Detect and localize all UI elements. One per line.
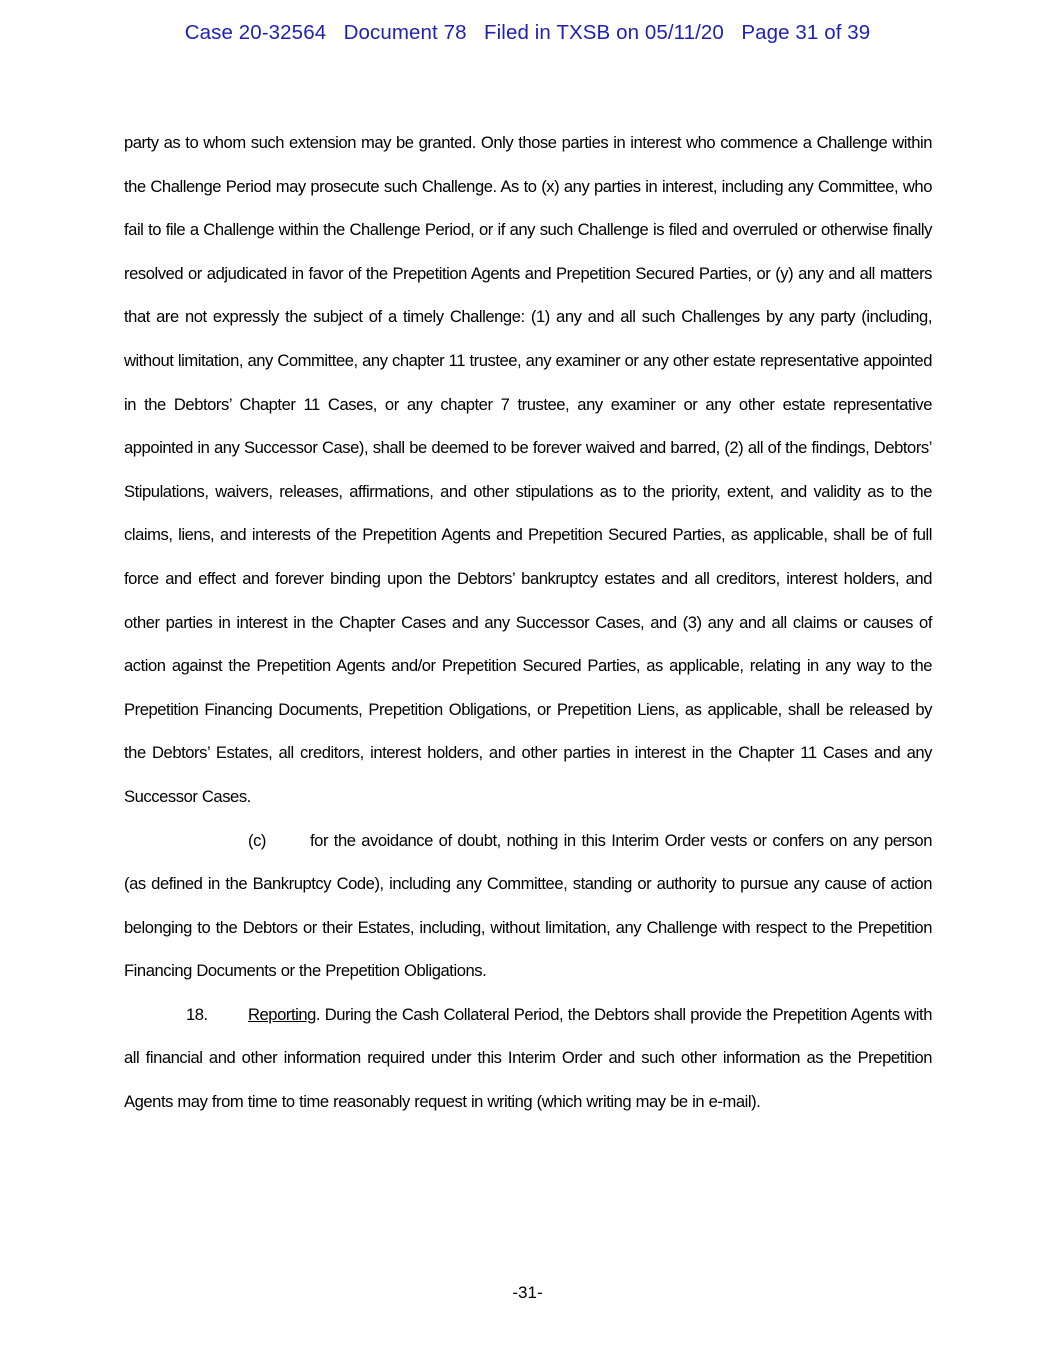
subparagraph-c <box>124 819 932 993</box>
page-count: Page 31 of 39 <box>741 21 871 44</box>
paragraph-text: . During the Cash Collateral Period, the Debtors shall provide the Prepetition Agents with all financial and other information required under this Interim Order and such other information as the Prepetition Agents may from time to time reasonably request in writing (which writing may be in e-mail). <box>124 1004 932 1112</box>
paragraph-number: 18. <box>186 1004 208 1024</box>
page-number: -31- <box>512 1283 543 1302</box>
document-number: Document 78 <box>343 21 467 44</box>
continuation-paragraph: party as to whom such extension may be granted. Only those parties in interest who commence a Challenge within the Challenge Period may prosecute such Challenge. As to (x) any parties in interest, including any Committee, who fail to file a Challenge within the Challenge Period, or if any such Challenge is filed and overruled or otherwise finally resolved or adjudicated in favor of the Prepetition Agents and Prepetition Secured Parties, or (y) any and all matters that are not expressly the subject of a timely Challenge: (1) any and all such Challenges by any party (including, without limitation, any Committee, any chapter 11 trustee, any examiner or any other estate representative appointed in the Debtors’ Chapter 11 Cases, or any chapter 7 trustee, any examiner or any other estate representative appointed in any Successor Case), shall be deemed to be forever waived and barred, (2) all of the findings, Debtors’ Stipulations, waivers, releases, affirmations, and other stipulations as to the priority, extent, and validity as to the claims, liens, and interests of the Prepetition Agents and Prepetition Secured Parties, as applicable, shall be of full force and effect and forever binding upon the Debtors’ bankruptcy estates and all creditors, interest holders, and other parties in interest in the Chapter Cases and any Successor Cases, and (3) any and all claims or causes of action against the Prepetition Agents and/or Prepetition Secured Parties, as applicable, relating in any way to the Prepetition Financing Documents, Prepetition Obligations, or Prepetition Liens, as applicable, shall be released by the Debtors’ Estates, all creditors, interest holders, and other parties in interest in the Chapter 11 Cases and any Successor Cases. <box>124 133 932 806</box>
subparagraph-label: (c) <box>248 830 266 850</box>
document-body <box>124 121 932 1124</box>
paragraph-18 <box>124 993 932 1124</box>
paragraph-heading: Reporting <box>248 1004 316 1024</box>
filed-date: Filed in TXSB on 05/11/20 <box>484 21 724 44</box>
case-number: Case 20-32564 <box>184 21 327 44</box>
ecf-filing-header <box>0 20 1055 46</box>
subparagraph-text: for the avoidance of doubt, nothing in this Interim Order vests or confers on any person (as defined in the Bankruptcy Code), including any Committee, standing or authority to pursue any cause of action belonging to the Debtors or their Estates, including, without limitation, any Challenge with respect to the Prepetition Financing Documents or the Prepetition Obligations. <box>124 830 932 981</box>
